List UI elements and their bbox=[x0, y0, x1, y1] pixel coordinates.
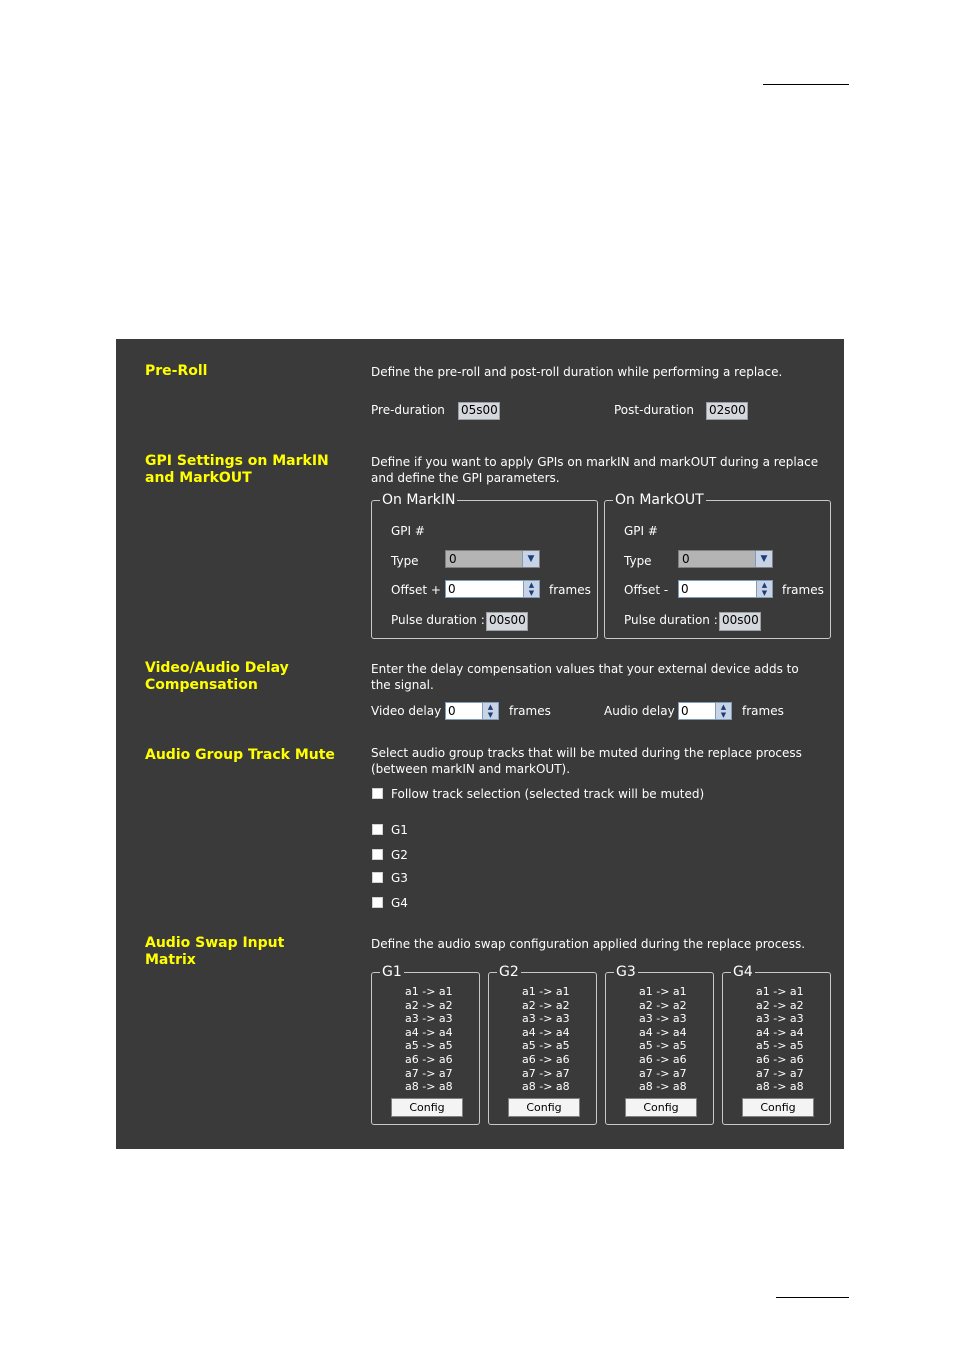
markin-group bbox=[371, 492, 598, 639]
audio-delay-value: 0 bbox=[681, 704, 689, 718]
mute-g4-label: G4 bbox=[391, 896, 408, 910]
list-item: a6 -> a6 bbox=[639, 1052, 687, 1066]
audio-delay-stepper[interactable] bbox=[678, 702, 732, 720]
markout-group bbox=[604, 492, 831, 639]
delay-title: Video/Audio Delay Compensation bbox=[145, 660, 289, 693]
markout-pulse-label: Pulse duration : bbox=[624, 613, 718, 627]
markout-type-value: 0 bbox=[682, 552, 690, 566]
swap-desc: Define the audio swap configuration applied during the replace process. bbox=[371, 937, 806, 951]
markout-offset-unit: frames bbox=[782, 583, 824, 597]
mute-g1-checkbox[interactable] bbox=[372, 824, 383, 835]
markin-offset-stepper[interactable] bbox=[445, 580, 540, 598]
post-duration-label: Post-duration bbox=[614, 403, 694, 417]
mute-g4-checkbox[interactable] bbox=[372, 897, 383, 908]
swap-title: Audio Swap Input Matrix bbox=[145, 935, 285, 968]
swap-g1-list bbox=[405, 985, 453, 1094]
markin-type-label: Type bbox=[391, 554, 419, 568]
chevron-down-icon[interactable]: ▼ bbox=[522, 551, 539, 567]
markin-type-select[interactable] bbox=[445, 550, 540, 568]
pre-duration-label: Pre-duration bbox=[371, 403, 445, 417]
list-item: a6 -> a6 bbox=[405, 1052, 453, 1066]
list-item: a2 -> a2 bbox=[405, 998, 453, 1012]
list-item: a8 -> a8 bbox=[522, 1080, 570, 1094]
markout-offset-label: Offset - bbox=[624, 583, 669, 597]
mute-g1-label: G1 bbox=[391, 823, 408, 837]
list-item: a6 -> a6 bbox=[756, 1052, 804, 1066]
list-item: a2 -> a2 bbox=[639, 998, 687, 1012]
config-button-g4[interactable]: Config bbox=[742, 1098, 814, 1117]
swap-group-g4 bbox=[722, 964, 831, 1125]
list-item: a4 -> a4 bbox=[522, 1025, 570, 1039]
chevron-down-icon[interactable]: ▼ bbox=[755, 551, 772, 567]
audio-delay-unit: frames bbox=[742, 704, 784, 718]
gpi-title: GPI Settings on MarkIN and MarkOUT bbox=[145, 453, 329, 486]
mute-g2-label: G2 bbox=[391, 848, 408, 862]
mute-g3-label: G3 bbox=[391, 871, 408, 885]
delay-desc: Enter the delay compensation values that your external device adds to the signal. bbox=[371, 662, 799, 692]
list-item: a7 -> a7 bbox=[639, 1066, 687, 1080]
list-item: a2 -> a2 bbox=[756, 998, 804, 1012]
list-item: a2 -> a2 bbox=[522, 998, 570, 1012]
mute-desc: Select audio group tracks that will be muted during the replace process (between markIN and markOUT). bbox=[371, 746, 802, 776]
markout-offset-stepper[interactable] bbox=[678, 580, 773, 598]
swap-group-g3 bbox=[605, 964, 714, 1125]
preroll-desc: Define the pre-roll and post-roll duration while performing a replace. bbox=[371, 365, 783, 379]
mute-g2-checkbox[interactable] bbox=[372, 849, 383, 860]
list-item: a3 -> a3 bbox=[756, 1012, 804, 1026]
swap-g3-list bbox=[639, 985, 687, 1094]
spin-arrows-icon[interactable]: ▲ ▼ bbox=[715, 703, 731, 719]
list-item: a4 -> a4 bbox=[405, 1025, 453, 1039]
list-item: a5 -> a5 bbox=[405, 1039, 453, 1053]
mute-title: Audio Group Track Mute bbox=[145, 747, 335, 763]
markin-pulse-label: Pulse duration : bbox=[391, 613, 485, 627]
swap-group-g2 bbox=[488, 964, 597, 1125]
pre-duration-field[interactable]: 05s00 bbox=[458, 402, 500, 420]
mute-g3-checkbox[interactable] bbox=[372, 872, 383, 883]
list-item: a1 -> a1 bbox=[639, 985, 687, 998]
video-delay-unit: frames bbox=[509, 704, 551, 718]
markout-pulse-field[interactable]: 00s00 bbox=[719, 612, 761, 631]
list-item: a5 -> a5 bbox=[756, 1039, 804, 1053]
list-item: a7 -> a7 bbox=[756, 1066, 804, 1080]
replace-settings-panel bbox=[116, 339, 844, 1149]
list-item: a4 -> a4 bbox=[639, 1025, 687, 1039]
follow-track-checkbox[interactable] bbox=[372, 788, 383, 799]
list-item: a7 -> a7 bbox=[405, 1066, 453, 1080]
video-delay-value: 0 bbox=[448, 704, 456, 718]
markout-type-select[interactable] bbox=[678, 550, 773, 568]
list-item: a1 -> a1 bbox=[522, 985, 570, 998]
video-delay-stepper[interactable] bbox=[445, 702, 499, 720]
list-item: a4 -> a4 bbox=[756, 1025, 804, 1039]
markin-gpi-label: GPI # bbox=[391, 524, 425, 538]
footer-rule bbox=[776, 1297, 849, 1298]
swap-g2-legend: G2 bbox=[499, 964, 519, 980]
markout-type-label: Type bbox=[624, 554, 652, 568]
video-delay-label: Video delay bbox=[371, 704, 442, 718]
list-item: a3 -> a3 bbox=[405, 1012, 453, 1026]
list-item: a3 -> a3 bbox=[522, 1012, 570, 1026]
list-item: a5 -> a5 bbox=[639, 1039, 687, 1053]
list-item: a8 -> a8 bbox=[756, 1080, 804, 1094]
header-rule bbox=[763, 84, 849, 85]
preroll-title: Pre-Roll bbox=[145, 363, 208, 379]
swap-g3-legend: G3 bbox=[616, 964, 636, 980]
swap-g4-legend: G4 bbox=[733, 964, 753, 980]
markin-offset-label: Offset + bbox=[391, 583, 441, 597]
markin-type-value: 0 bbox=[449, 552, 457, 566]
list-item: a6 -> a6 bbox=[522, 1052, 570, 1066]
swap-g4-list bbox=[756, 985, 804, 1094]
spin-arrows-icon[interactable]: ▲ ▼ bbox=[523, 581, 539, 597]
list-item: a5 -> a5 bbox=[522, 1039, 570, 1053]
spin-arrows-icon[interactable]: ▲ ▼ bbox=[482, 703, 498, 719]
markout-gpi-label: GPI # bbox=[624, 524, 658, 538]
post-duration-field[interactable]: 02s00 bbox=[706, 402, 748, 420]
list-item: a3 -> a3 bbox=[639, 1012, 687, 1026]
list-item: a8 -> a8 bbox=[405, 1080, 453, 1094]
config-button-g3[interactable]: Config bbox=[625, 1098, 697, 1117]
markin-pulse-field[interactable]: 00s00 bbox=[486, 612, 528, 631]
markin-offset-unit: frames bbox=[549, 583, 591, 597]
follow-track-label: Follow track selection (selected track will be muted) bbox=[391, 787, 705, 801]
spin-arrows-icon[interactable]: ▲ ▼ bbox=[756, 581, 772, 597]
markin-legend: On MarkIN bbox=[382, 492, 456, 508]
markin-offset-value: 0 bbox=[448, 582, 456, 596]
list-item: a1 -> a1 bbox=[756, 985, 804, 998]
list-item: a1 -> a1 bbox=[405, 985, 453, 998]
swap-g1-legend: G1 bbox=[382, 964, 402, 980]
markout-legend: On MarkOUT bbox=[615, 492, 704, 508]
swap-group-g1 bbox=[371, 964, 480, 1125]
markout-offset-value: 0 bbox=[681, 582, 689, 596]
gpi-desc: Define if you want to apply GPIs on markIN and markOUT during a replace and define the GPI parameters. bbox=[371, 455, 819, 485]
config-button-g1[interactable]: Config bbox=[391, 1098, 463, 1117]
list-item: a7 -> a7 bbox=[522, 1066, 570, 1080]
list-item: a8 -> a8 bbox=[639, 1080, 687, 1094]
swap-g2-list bbox=[522, 985, 570, 1094]
audio-delay-label: Audio delay bbox=[604, 704, 675, 718]
config-button-g2[interactable]: Config bbox=[508, 1098, 580, 1117]
